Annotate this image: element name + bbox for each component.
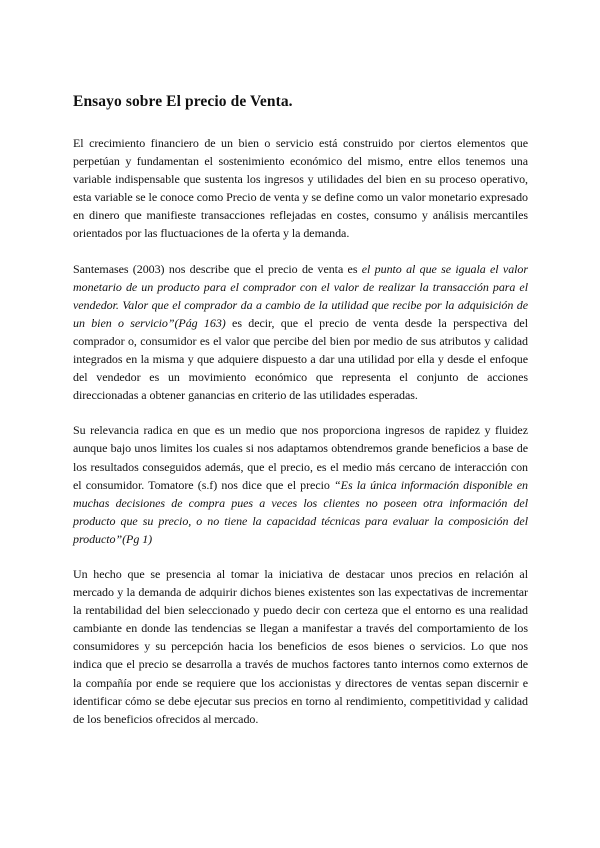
paragraph-3-intro: Su relevancia radica en que es un medio que nos proporciona ingresos de rapidez y fluidez aunque bajo unos limites los cuales si nos adaptamos obtendremos grande beneficios a base de los resultados conseguidos además, que el precio, es el medio más cercano de interacción con el consumidor. Tomatore (s.f) nos dice que el precio <box>73 423 528 492</box>
paragraph-2-quote: el punto al que se iguala el valor monetario de un producto para el comprador con el valor de realizar la transacción para el vendedor. Valor que el comprador da a cambio de la utilidad que recibe por la adquisición de un bien o servicio”(Pág 163) <box>73 261 528 330</box>
paragraph-2-rest: es decir, que el precio de venta desde la perspectiva del comprador o, consumidor es el valor que percibe del bien por medio de sus atributos y calidad integrados en la misma y que adquiere dispuesto a dar una utilidad por ella y desde el enfoque del vendedor es un movimiento económico que representa el conjunto de acciones direccionadas a obtener ganancias en criterio de las utilidades esperadas. <box>73 315 528 403</box>
paragraph-3 <box>73 421 528 548</box>
paragraph-3-quote: “Es la única información disponible en muchas decisiones de compra pues a veces los clientes no poseen otra información del producto que su precio, o no tiene la capacidad técnicas para evaluar la composición del producto”(Pg 1) <box>73 477 528 546</box>
essay-title: Ensayo sobre El precio de Venta. <box>73 93 293 110</box>
paragraph-4: Un hecho que se presencia al tomar la iniciativa de destacar unos precios en relación al mercado y la demanda de adquirir dichos bienes existentes son las expectativas de incrementar la rentabilidad del bien seleccionado y puedo decir con certeza que el entorno es una realidad cambiante en donde las tendencias se llegan a manifestar a través del comportamiento de los consumidores y su percepción hacia los beneficios de esos bienes o servicios. Lo que nos indica que el precio se desarrolla a través de muchos factores tanto internos como externos de la compañía por ende se requiere que los accionistas y directores de ventas sepan discernir e identificar cómo se debe ejecutar sus precios en torno al rendimiento, competitividad y calidad de los beneficios ofrecidos al mercado. <box>73 566 528 726</box>
paragraph-2 <box>73 260 528 405</box>
paragraph-2-intro: Santemases (2003) nos describe que el precio de venta es <box>73 261 362 276</box>
document-page <box>73 92 528 745</box>
paragraph-1: El crecimiento financiero de un bien o servicio está construido por ciertos elementos que perpetúan y fundamentan el sostenimiento económico del mismo, entre ellos tenemos una variable indispensable que sustenta los ingresos y utilidades del bien en su proceso operativo, esta variable se le conoce como Precio de venta y se define como un valor monetario expresado en dinero que manifieste transacciones reflejadas en costes, consumo y análisis mercantiles orientados por las fluctuaciones de la oferta y la demanda. <box>73 136 528 241</box>
